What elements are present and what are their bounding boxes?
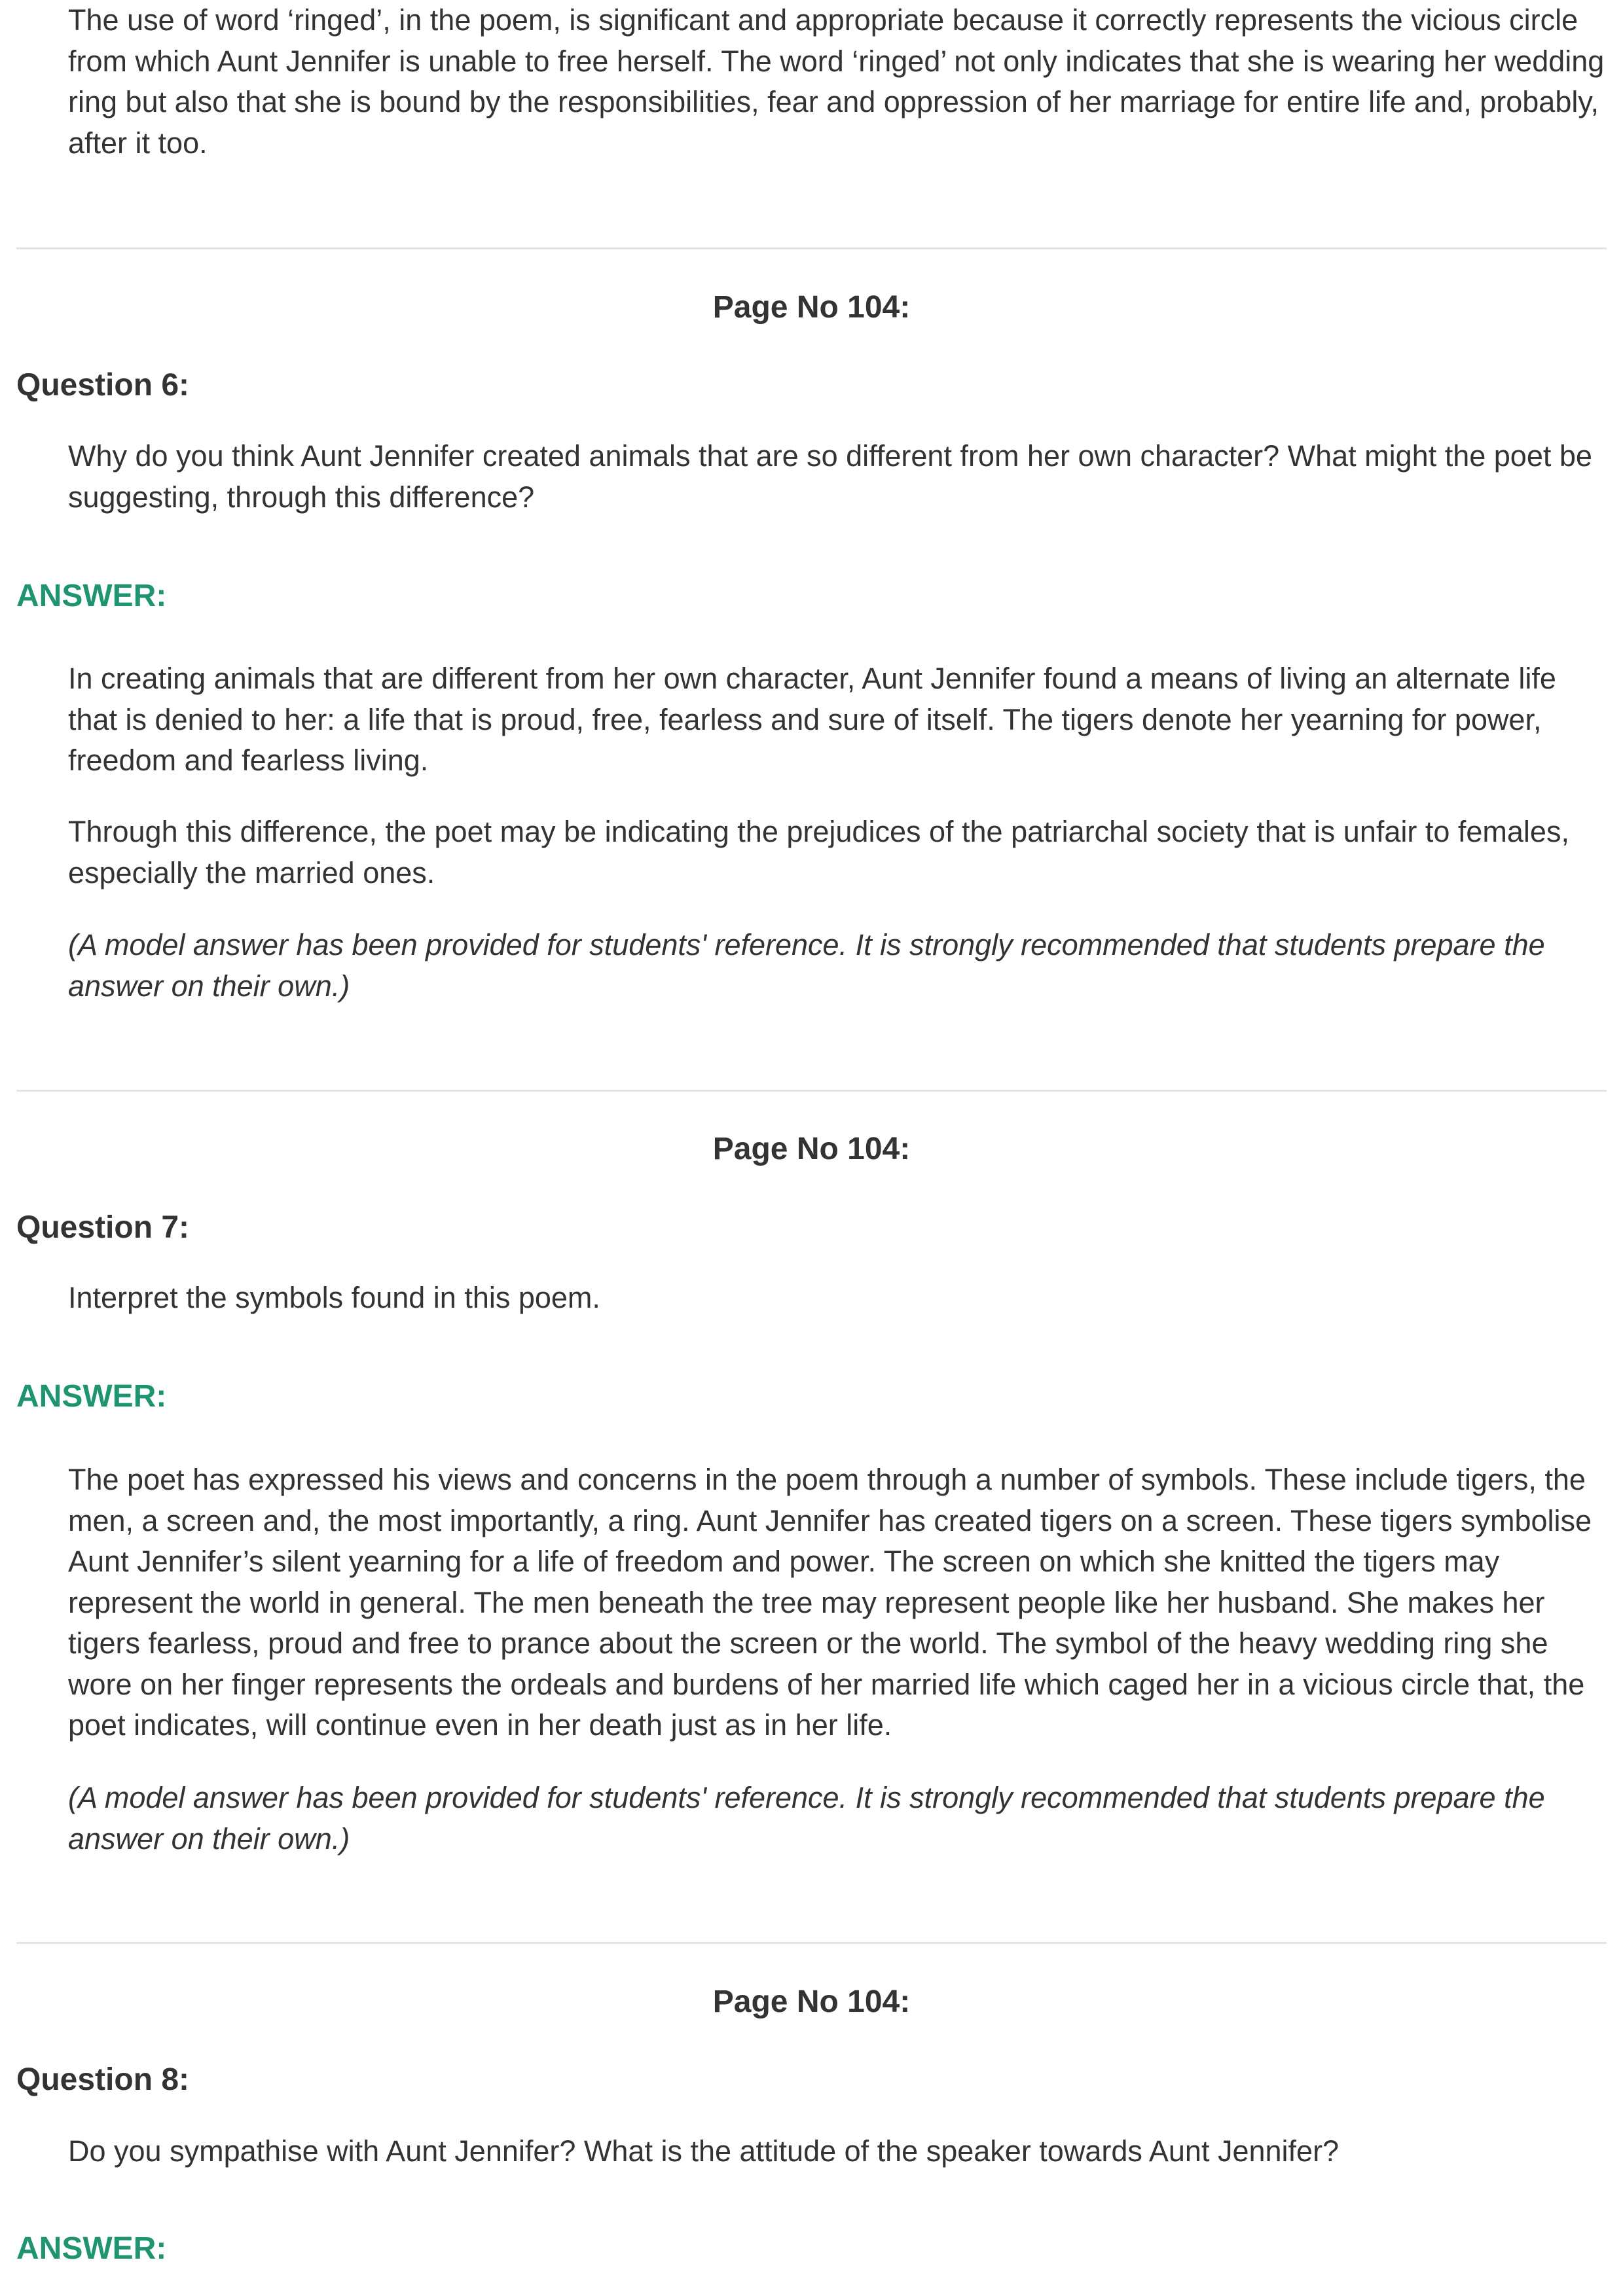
- page-number-label: Page No 104:: [712, 1132, 911, 1166]
- answer-label: ANSWER:: [16, 2231, 167, 2266]
- question-label: Question 7:: [16, 1210, 190, 1245]
- page-number-label: Page No 104:: [712, 1984, 911, 2019]
- answer-paragraph: In creating animals that are different from her own character, Aunt Jennifer found a means of living an alternate life that is denied to her: a life that is proud, free, fearless and sure of itself. The tigers denote her yearning for power, freedom and fearless living.: [68, 662, 1556, 777]
- question-text: Do you sympathise with Aunt Jennifer? What is the attitude of the speaker towards Aunt Jennifer?: [68, 2134, 1340, 2168]
- answer-paragraph: The poet has expressed his views and concerns in the poem through a number of symbols. These include tigers, the men, a screen and, the most importantly, a ring. Aunt Jennifer has created tigers on a screen. These tigers symbolise Aunt Jennifer’s silent yearning for a life of freedom and power. The screen on which she knitted the tigers may represent the world in general. The men beneath the tree may represent people like her husband. She makes her tigers fearless, proud and free to prance about the screen or the world. The symbol of the heavy wedding ring she wore on her finger represents the ordeals and burdens of her married life which caged her in a vicious circle that, the poet indicates, will continue even in her death just as in her life.: [68, 1463, 1592, 1742]
- page-number-label: Page No 104:: [712, 290, 911, 325]
- section-divider: [16, 1942, 1607, 1944]
- answer-paragraph: Through this difference, the poet may be indicating the prejudices of the patriarchal society that is unfair to females, especially the married ones.: [68, 815, 1569, 889]
- answer-label: ANSWER:: [16, 579, 167, 613]
- section-divider: [16, 1090, 1607, 1092]
- answer-label: ANSWER:: [16, 1379, 167, 1414]
- model-answer-note: (A model answer has been provided for students' reference. It is strongly recommended that students prepare the answer on their own.): [68, 928, 1545, 1003]
- question-text: Why do you think Aunt Jennifer created animals that are so different from her own character? What might the poet be suggesting, through this difference?: [68, 439, 1592, 514]
- question-label: Question 6:: [16, 368, 190, 403]
- section-divider: [16, 247, 1607, 249]
- intro-paragraph: The use of word ‘ringed’, in the poem, is significant and appropriate because it correctly represents the vicious circle from which Aunt Jennifer is unable to free herself. The word ‘ringed’ not only indicates that she is wearing her wedding ring but also that she is bound by the responsibilities, fear and oppression of her marriage for entire life and, probably, after it too.: [68, 3, 1605, 160]
- question-text: Interpret the symbols found in this poem.: [68, 1281, 600, 1314]
- question-label: Question 8:: [16, 2062, 190, 2097]
- model-answer-note: (A model answer has been provided for students' reference. It is strongly recommended that students prepare the answer on their own.): [68, 1781, 1545, 1856]
